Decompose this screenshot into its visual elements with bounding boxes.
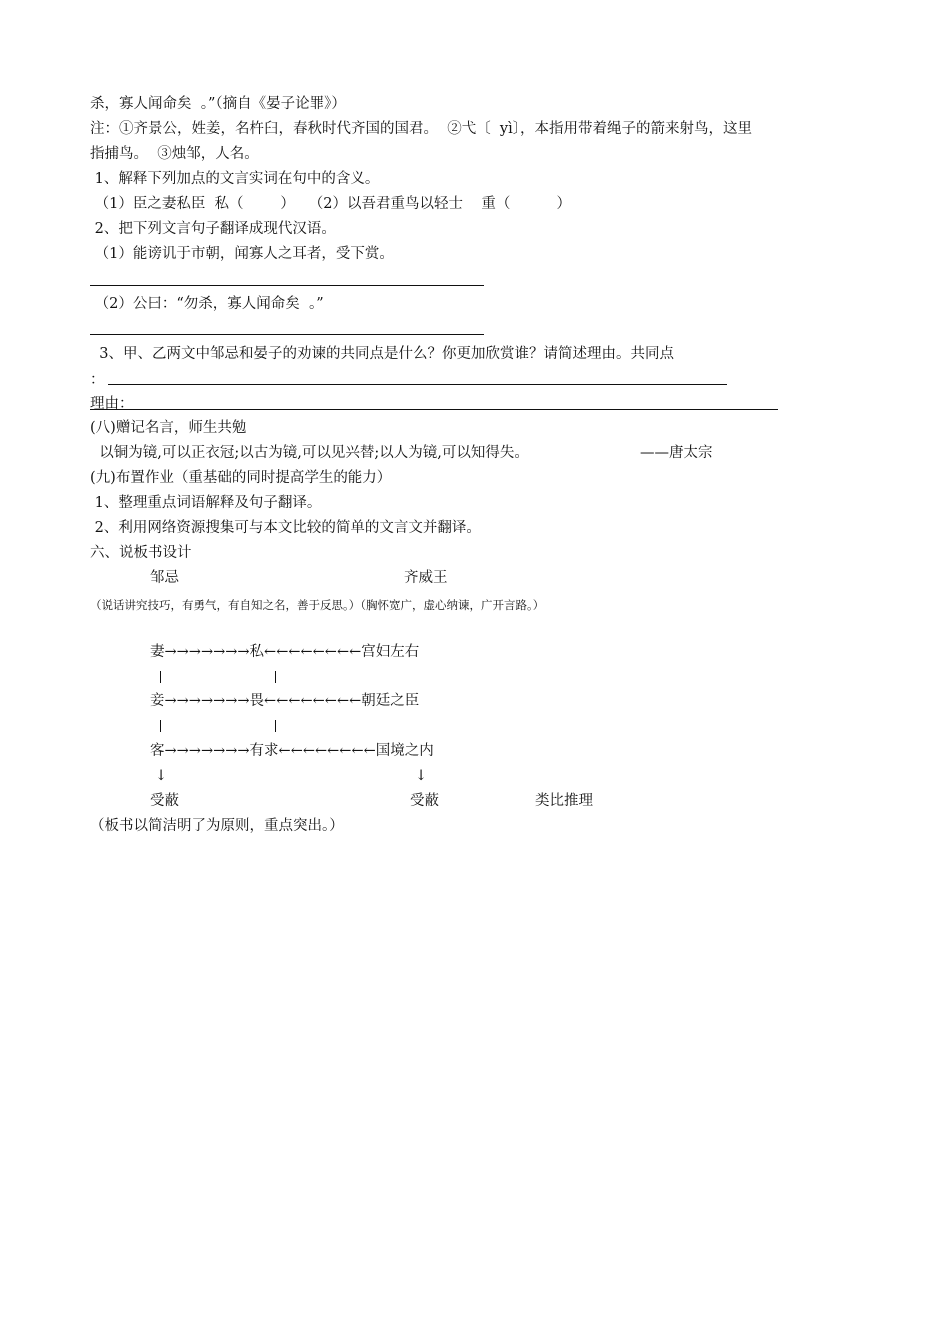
result-right: 受蔽 <box>410 793 439 809</box>
annotation-line-1: 注：①齐景公，姓姜，名杵臼，春秋时代齐国的国君。 ②弋〔 yì〕，本指用带着绳子的箭来射鸟，这里 <box>90 121 753 137</box>
common-point-answer-line <box>108 384 727 385</box>
board-connector <box>160 671 161 683</box>
homework-1: 1、整理重点词语解释及句子翻译。 <box>90 495 322 511</box>
question-3: 3、甲、乙两文中邹忌和晏子的劝谏的共同点是什么？你更加欣赏谁？请简述理由。共同点 <box>90 346 674 362</box>
board-left-name: 邹忌 <box>150 570 179 586</box>
homework-2: 2、利用网络资源搜集可与本文比较的简单的文言文并翻译。 <box>90 520 481 536</box>
down-arrow-right: ↓ <box>415 768 428 784</box>
board-row-3: 客→→→→→→→有求←←←←←←←←国境之内 <box>150 743 434 759</box>
board-note: （板书以简洁明了为原则，重点突出。） <box>90 818 344 834</box>
question-3-colon: ： <box>90 372 105 388</box>
reason-label: 理由： <box>90 396 134 412</box>
question-1: 1、解释下列加点的文言实词在句中的含义。 <box>90 171 380 187</box>
quote-ending-line: 杀，寡人闻命矣 。”（摘自《晏子论罪》） <box>90 96 346 112</box>
section-6-heading: 六、说板书设计 <box>90 545 192 561</box>
answer-line-2 <box>90 334 484 335</box>
question-2-item-1: （1）能谤讥于市朝，闻寡人之耳者，受下赏。 <box>90 246 394 262</box>
board-connector <box>275 720 276 732</box>
down-arrow-left: ↓ <box>155 768 168 784</box>
board-connector <box>275 671 276 683</box>
result-left: 受蔽 <box>150 793 179 809</box>
quote-author: ——唐太宗 <box>640 445 713 461</box>
board-row-2: 妾→→→→→→→畏←←←←←←←←朝廷之臣 <box>150 693 420 709</box>
question-1-items: （1）臣之妻私臣 私（ ） （2）以吾君重鸟以轻士 重（ ） <box>90 196 572 212</box>
method-label: 类比推理 <box>535 793 593 809</box>
famous-quote: 以铜为镜,可以正衣冠;以古为镜,可以见兴替;以人为镜,可以知得失。 <box>90 445 529 461</box>
section-8-heading: (八)赠记名言，师生共勉 <box>90 420 247 436</box>
board-description: （说话讲究技巧，有勇气，有自知之名，善于反思。）（胸怀宽广，虚心纳谏，广开言路。） <box>90 598 545 612</box>
question-2-item-2: （2）公曰：“勿杀，寡人闻命矣 。” <box>90 296 324 312</box>
answer-line-1 <box>90 285 484 286</box>
question-2: 2、把下列文言句子翻译成现代汉语。 <box>90 221 336 237</box>
board-row-1: 妻→→→→→→→私←←←←←←←←宫妇左右 <box>150 644 420 660</box>
annotation-line-2: 指捕鸟。 ③烛邹，人名。 <box>90 146 259 162</box>
reason-answer-line <box>90 409 778 410</box>
section-9-heading: (九)布置作业（重基础的同时提高学生的能力） <box>90 470 392 486</box>
board-connector <box>160 720 161 732</box>
board-right-name: 齐威王 <box>404 570 448 586</box>
